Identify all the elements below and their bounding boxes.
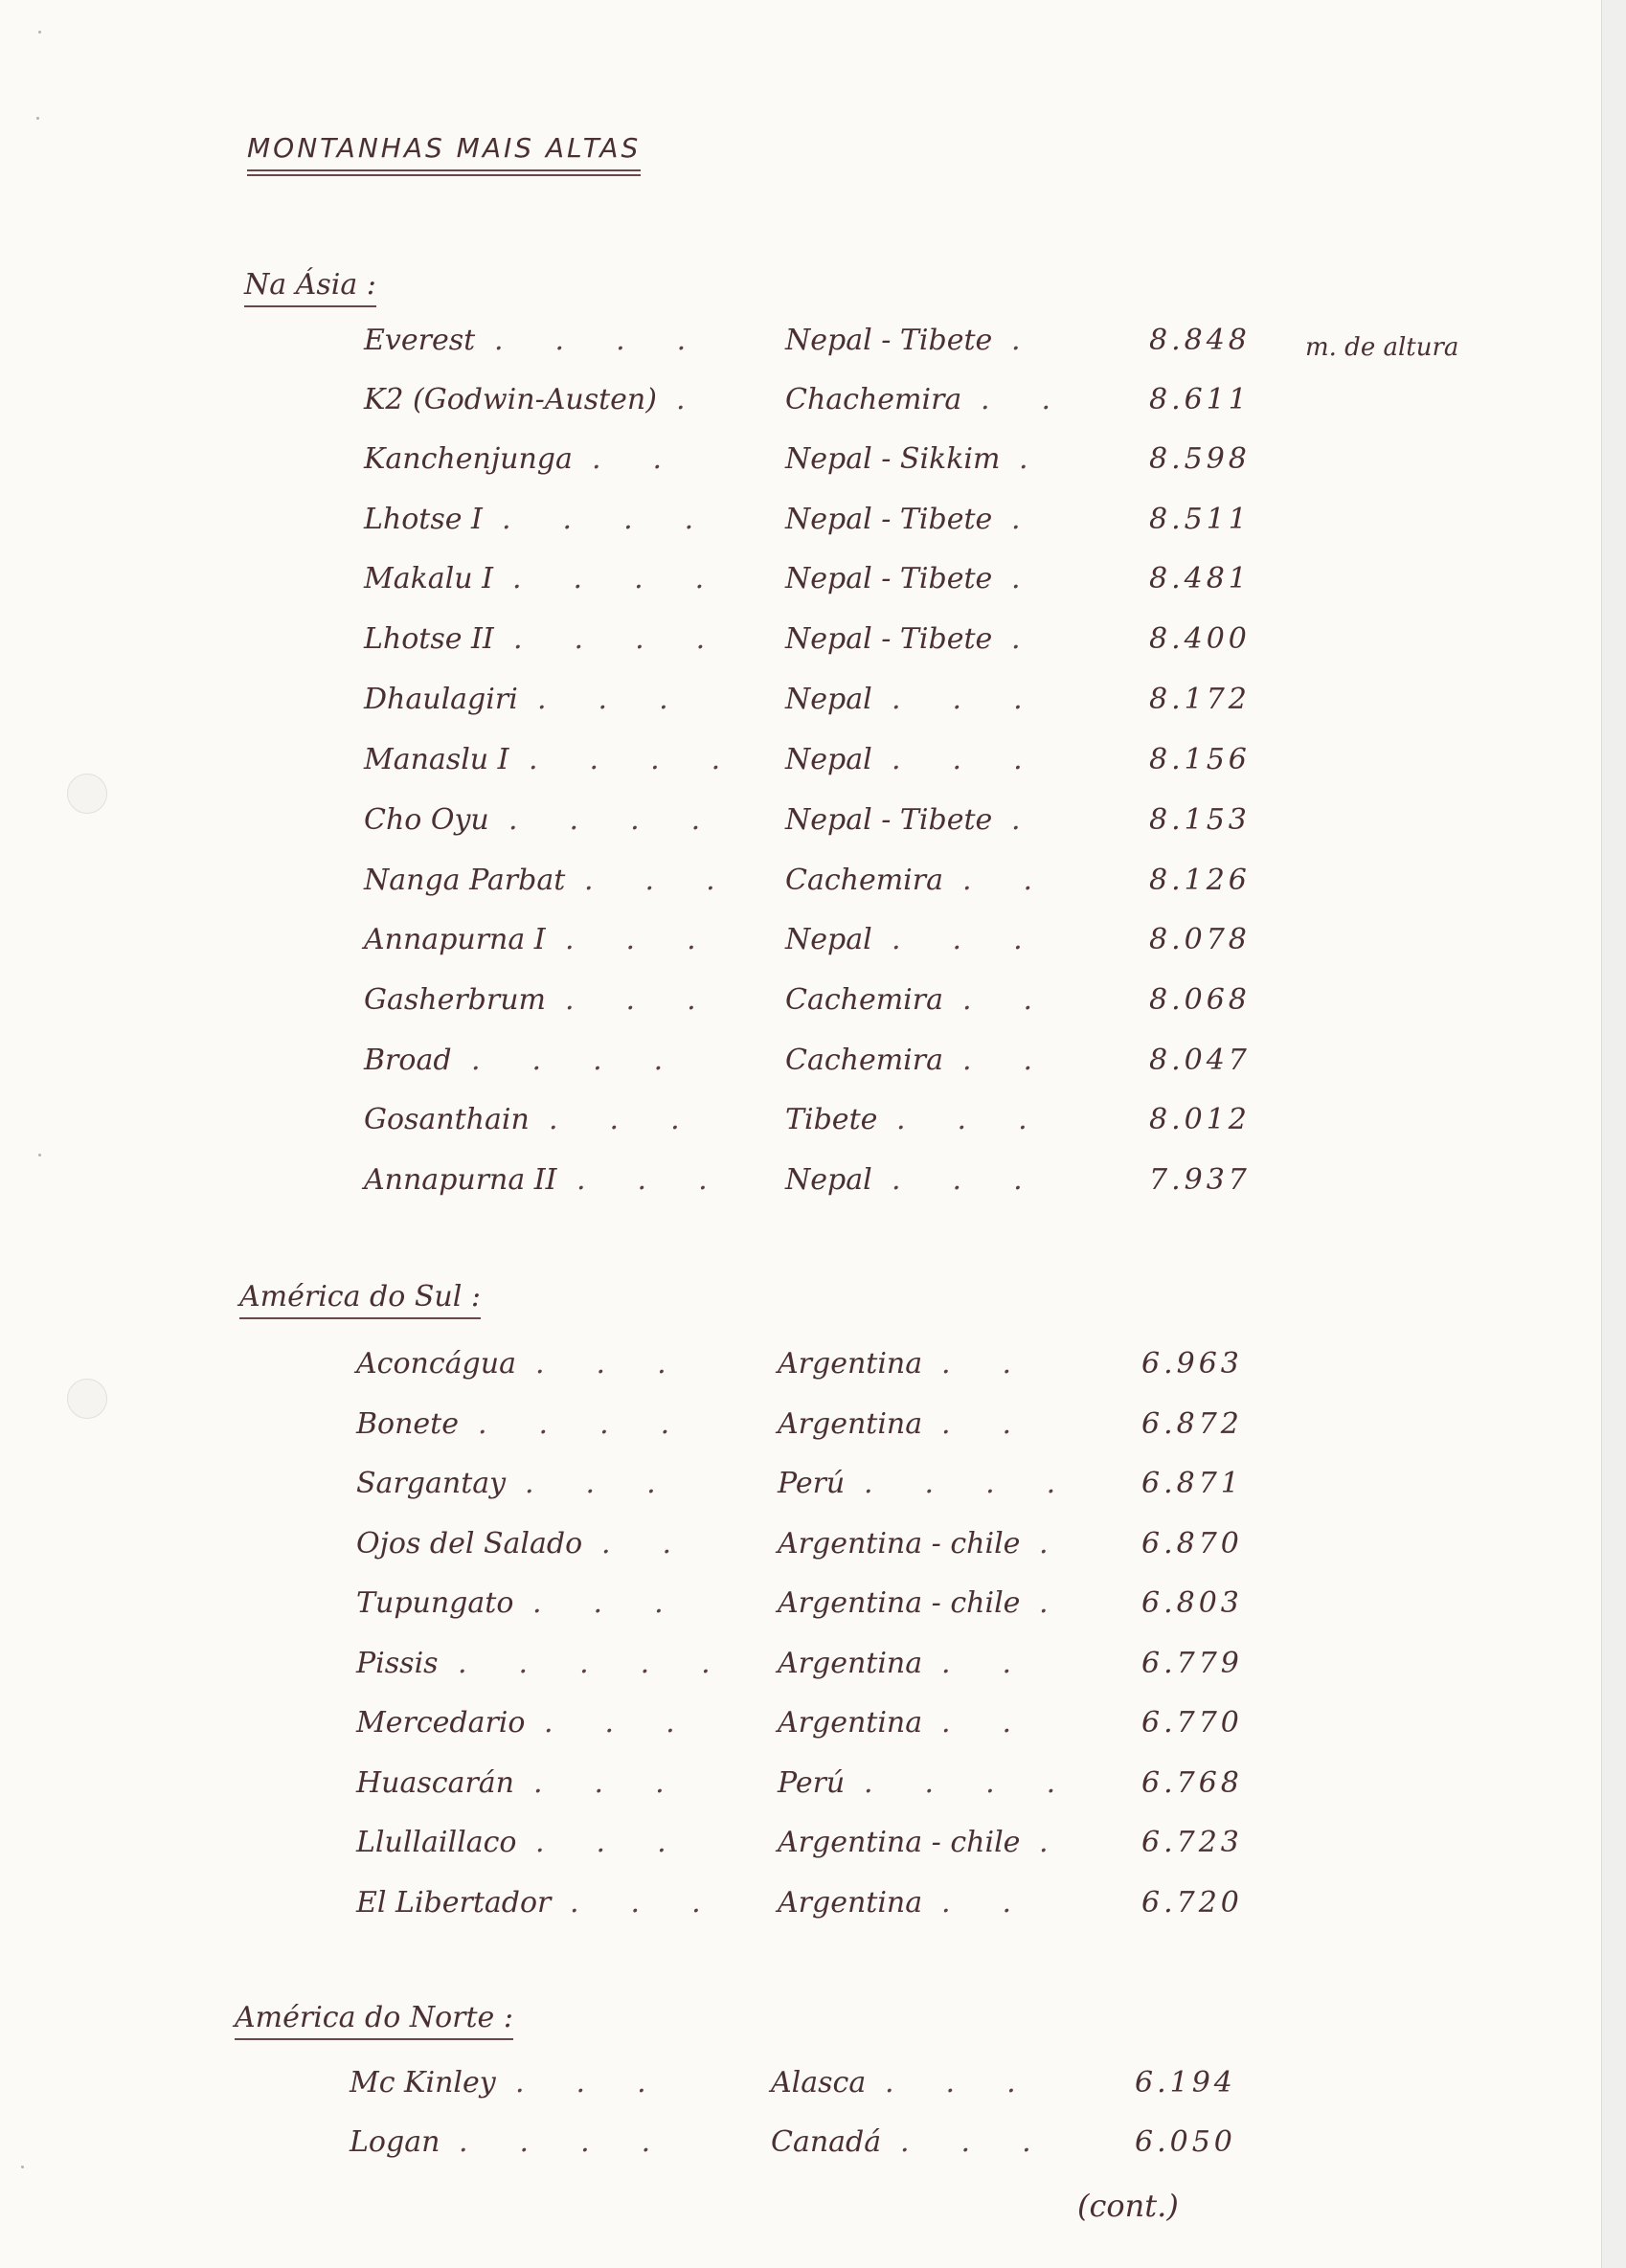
table-row xyxy=(356,1467,1601,1513)
leader-dots: . xyxy=(1019,442,1080,476)
mountain-name: Broad xyxy=(364,1044,452,1077)
table-row xyxy=(364,383,1609,429)
leader-dots: .... xyxy=(508,803,753,837)
leader-dots: .. xyxy=(941,1886,1064,1920)
height-value: 8.078 xyxy=(1149,923,1251,956)
leader-dots: .. xyxy=(941,1647,1064,1680)
leader-dots: . xyxy=(1011,324,1073,357)
height-value: 6.194 xyxy=(1135,2066,1236,2100)
table-row xyxy=(364,923,1609,969)
leader-dots: ... xyxy=(885,2066,1068,2100)
mountain-name: Makalu I xyxy=(364,562,493,595)
country-name: Argentina - chile xyxy=(778,1586,1021,1620)
mountain-name: K2 (Godwin-Austen) xyxy=(364,383,657,416)
leader-dots: ... xyxy=(565,923,748,956)
mountain-name: El Libertador xyxy=(356,1886,552,1920)
leader-dots: .... xyxy=(478,1407,722,1441)
leader-dots: ... xyxy=(584,864,767,897)
height-value: 6.779 xyxy=(1141,1647,1243,1680)
country-name: Nepal - Tibete xyxy=(785,803,993,837)
leader-dots: ... xyxy=(525,1467,708,1500)
paper-speck xyxy=(21,2166,24,2168)
height-value: 8.172 xyxy=(1149,683,1251,716)
leader-dots: ..... xyxy=(458,1647,762,1680)
mountain-name: Annapurna II xyxy=(364,1163,557,1197)
leader-dots: ... xyxy=(570,1886,753,1920)
leader-dots: .. xyxy=(941,1407,1064,1441)
table-row xyxy=(364,743,1609,789)
leader-dots: ... xyxy=(532,1586,715,1620)
country-name: Nepal xyxy=(785,1163,872,1197)
leader-dots: .... xyxy=(471,1044,715,1077)
height-value: 8.156 xyxy=(1149,743,1251,776)
country-name: Nepal xyxy=(785,743,872,776)
paper-speck xyxy=(38,1154,41,1156)
country-name: Argentina - chile xyxy=(778,1826,1021,1859)
height-value: 8.511 xyxy=(1149,503,1251,536)
leader-dots: .... xyxy=(864,1766,1108,1800)
country-name: Chachemira xyxy=(785,383,962,416)
section-heading xyxy=(235,2001,513,2034)
table-row xyxy=(356,1586,1601,1632)
leader-dots: ... xyxy=(900,2125,1083,2159)
mountain-name: Mercedario xyxy=(356,1706,526,1740)
section-heading-text: Na Ásia : xyxy=(244,268,376,307)
country-name: Nepal - Tibete xyxy=(785,324,993,357)
country-name: Cachemira xyxy=(785,983,943,1017)
height-value: 6.871 xyxy=(1141,1467,1243,1500)
continuation-note: (cont.) xyxy=(1077,2188,1179,2224)
section-heading-text: América do Norte : xyxy=(235,2001,513,2040)
mountain-name: Everest xyxy=(364,324,476,357)
leader-dots: ... xyxy=(549,1103,732,1136)
leader-dots: ... xyxy=(892,1163,1074,1197)
table-row xyxy=(350,2066,1594,2112)
table-row xyxy=(364,562,1609,608)
mountain-name: Gosanthain xyxy=(364,1103,530,1136)
height-value: 6.870 xyxy=(1141,1527,1243,1561)
leader-dots: . xyxy=(1039,1586,1100,1620)
leader-dots: .... xyxy=(502,503,746,536)
paper-speck xyxy=(36,117,39,120)
leader-dots: ... xyxy=(515,2066,698,2100)
height-value: 8.068 xyxy=(1149,983,1251,1017)
height-value: 7.937 xyxy=(1149,1163,1251,1197)
unit-note: m. de altura xyxy=(1305,333,1459,362)
height-value: 8.481 xyxy=(1149,562,1251,595)
mountain-name: Llullaillaco xyxy=(356,1826,517,1859)
table-row xyxy=(364,683,1609,729)
page-title: MONTANHAS MAIS ALTAS xyxy=(247,132,641,171)
leader-dots: ... xyxy=(535,1826,718,1859)
height-value: 8.012 xyxy=(1149,1103,1251,1136)
height-value: 8.047 xyxy=(1149,1044,1251,1077)
leader-dots: .... xyxy=(864,1467,1108,1500)
mountain-name: Logan xyxy=(350,2125,440,2159)
table-row xyxy=(356,1706,1601,1752)
country-name: Argentina xyxy=(778,1706,923,1740)
height-value: 6.720 xyxy=(1141,1886,1243,1920)
leader-dots: .. xyxy=(941,1706,1064,1740)
table-row xyxy=(356,1527,1601,1573)
country-name: Cachemira xyxy=(785,864,943,897)
mountain-name: Annapurna I xyxy=(364,923,546,956)
mountain-name: Lhotse II xyxy=(364,622,494,656)
mountain-name: Lhotse I xyxy=(364,503,483,536)
table-row xyxy=(364,442,1609,488)
country-name: Nepal - Tibete xyxy=(785,503,993,536)
table-row xyxy=(364,503,1609,549)
country-name: Nepal - Tibete xyxy=(785,562,993,595)
height-value: 6.803 xyxy=(1141,1586,1243,1620)
height-value: 6.963 xyxy=(1141,1347,1243,1381)
mountain-name: Cho Oyu xyxy=(364,803,489,837)
height-value: 8.611 xyxy=(1149,383,1251,416)
country-name: Alasca xyxy=(771,2066,867,2100)
table-row xyxy=(364,864,1609,909)
section-heading xyxy=(244,268,376,302)
leader-dots: ... xyxy=(892,923,1074,956)
leader-dots: ... xyxy=(576,1163,759,1197)
table-row xyxy=(364,983,1609,1029)
mountain-name: Huascarán xyxy=(356,1766,514,1800)
height-value: 6.770 xyxy=(1141,1706,1243,1740)
punch-hole xyxy=(67,774,107,814)
mountain-name: Sargantay xyxy=(356,1467,507,1500)
table-row xyxy=(356,1766,1601,1812)
mountain-name: Bonete xyxy=(356,1407,459,1441)
height-value: 8.153 xyxy=(1149,803,1251,837)
country-name: Perú xyxy=(778,1467,846,1500)
height-value: 8.848 xyxy=(1149,324,1251,357)
country-name: Argentina xyxy=(778,1647,923,1680)
mountain-name: Pissis xyxy=(356,1647,439,1680)
table-row xyxy=(364,622,1609,668)
leader-dots: .... xyxy=(512,562,757,595)
country-name: Perú xyxy=(778,1766,846,1800)
mountain-name: Mc Kinley xyxy=(350,2066,496,2100)
table-row xyxy=(364,1103,1609,1149)
country-name: Nepal - Sikkim xyxy=(785,442,1001,476)
table-row xyxy=(356,1347,1601,1393)
mountain-name: Kanchenjunga xyxy=(364,442,573,476)
leader-dots: ... xyxy=(535,1347,718,1381)
leader-dots: . xyxy=(1011,622,1073,656)
height-value: 8.598 xyxy=(1149,442,1251,476)
country-name: Argentina - chile xyxy=(778,1527,1021,1561)
height-value: 6.723 xyxy=(1141,1826,1243,1859)
punch-hole xyxy=(67,1379,107,1419)
leader-dots: .. xyxy=(962,1044,1085,1077)
leader-dots: .... xyxy=(494,324,738,357)
leader-dots: . xyxy=(1011,503,1073,536)
leader-dots: .. xyxy=(592,442,714,476)
section-heading xyxy=(239,1280,481,1314)
mountain-name: Tupungato xyxy=(356,1586,514,1620)
leader-dots: . xyxy=(1039,1527,1100,1561)
table-row xyxy=(364,324,1609,370)
leader-dots: . xyxy=(1011,562,1073,595)
height-value: 6.872 xyxy=(1141,1407,1243,1441)
country-name: Cachemira xyxy=(785,1044,943,1077)
country-name: Nepal - Tibete xyxy=(785,622,993,656)
country-name: Argentina xyxy=(778,1886,923,1920)
leader-dots: ... xyxy=(892,743,1074,776)
mountain-name: Ojos del Salado xyxy=(356,1527,583,1561)
height-value: 6.768 xyxy=(1141,1766,1243,1800)
table-row xyxy=(356,1647,1601,1693)
leader-dots: ... xyxy=(565,983,748,1017)
leader-dots: .. xyxy=(941,1347,1064,1381)
leader-dots: .... xyxy=(459,2125,703,2159)
leader-dots: .. xyxy=(601,1527,724,1561)
leader-dots: ... xyxy=(892,683,1074,716)
leader-dots: . xyxy=(1039,1826,1100,1859)
leader-dots: .... xyxy=(529,743,773,776)
paper-speck xyxy=(38,31,41,34)
section-heading-text: América do Sul : xyxy=(239,1280,481,1319)
mountain-name: Aconcágua xyxy=(356,1347,516,1381)
mountain-name: Gasherbrum xyxy=(364,983,546,1017)
country-name: Canadá xyxy=(771,2125,882,2159)
table-row xyxy=(356,1407,1601,1453)
leader-dots: ... xyxy=(537,683,720,716)
country-name: Nepal xyxy=(785,683,872,716)
table-row xyxy=(364,1044,1609,1089)
leader-dots: ... xyxy=(533,1766,716,1800)
leader-dots: .. xyxy=(981,383,1103,416)
table-row xyxy=(364,1163,1609,1209)
leader-dots: .. xyxy=(962,864,1085,897)
table-row xyxy=(356,1886,1601,1932)
table-row xyxy=(364,803,1609,849)
leader-dots: .. xyxy=(962,983,1085,1017)
leader-dots: . xyxy=(1011,803,1073,837)
height-value: 8.126 xyxy=(1149,864,1251,897)
leader-dots: . xyxy=(676,383,737,416)
country-name: Tibete xyxy=(785,1103,878,1136)
mountain-name: Manaslu I xyxy=(364,743,509,776)
mountain-name: Nanga Parbat xyxy=(364,864,566,897)
country-name: Argentina xyxy=(778,1407,923,1441)
height-value: 8.400 xyxy=(1149,622,1251,656)
leader-dots: ... xyxy=(896,1103,1079,1136)
country-name: Nepal xyxy=(785,923,872,956)
height-value: 6.050 xyxy=(1135,2125,1236,2159)
mountain-name: Dhaulagiri xyxy=(364,683,518,716)
table-row xyxy=(356,1826,1601,1872)
leader-dots: .... xyxy=(513,622,757,656)
table-row xyxy=(350,2125,1594,2171)
leader-dots: ... xyxy=(544,1706,727,1740)
country-name: Argentina xyxy=(778,1347,923,1381)
